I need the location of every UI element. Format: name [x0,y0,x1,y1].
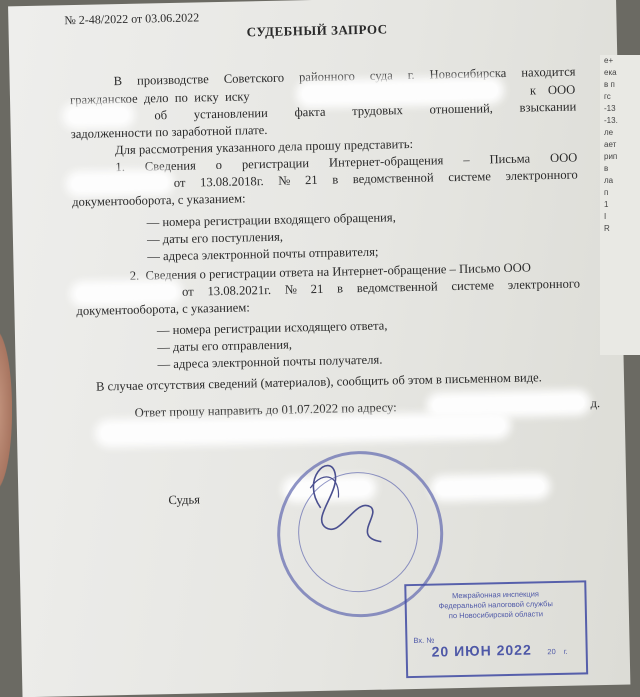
redaction [68,108,128,123]
reply-request: Ответ прошу направить до 01.07.2022 по адресу: [134,400,397,420]
document-page [8,0,630,697]
document-title: СУДЕБНЫЙ ЗАПРОС [246,21,388,40]
stamp-line: Федеральной налоговой службы [438,599,553,611]
item2-line1: 2. Сведения о регистрации ответа на Интернет-обращение – Письмо ООО [129,260,532,283]
stamp-prefix: Вх. № [413,635,435,646]
para1-line2: гражданское дело по иску иску к ООО [69,82,576,108]
stamp-line: Межрайонная инспекция [451,589,540,601]
background-sheet: е+ ека в п гс -13 -13. ле ает рип в ла п 1 I R [600,55,640,355]
finger [0,330,12,490]
absence-note: В случае отсутствия сведений (материалов), сообщить об этом в письменном виде. [95,370,542,394]
stamp-date: 20 ИЮН 2022 [431,641,532,660]
item1-line1: 1. Сведения о регистрации Интернет-обращения – Письма ООО [115,150,578,175]
item1-line3: документооборота, с указанием: [72,191,246,210]
para1-line4: задолженности по заработной плате. [70,122,268,142]
para1-line1: В производстве Советского районного суда г. Новосибирска находится [113,64,576,89]
item1-line2: от 13.08.2018г. № 21 в ведомственной системе электронного [173,167,578,190]
stamp-year-prefix: 20 [547,647,556,657]
redaction [436,479,544,495]
redaction [76,285,176,301]
reference-number: № 2-48/2022 от 03.06.2022 [64,10,200,28]
registration-stamp [404,580,588,678]
item2-bullet: — даты его отправления, [157,337,293,355]
item2-bullet: — адреса электронной почты получателя. [157,352,383,372]
stamp-year-suffix: г. [563,646,568,656]
para2: Для рассмотрения указанного дела прошу представить: [114,136,414,158]
item1-bullet: — адреса электронной почты отправителя; [147,244,379,264]
item2-bullet: — номера регистрации исходящего ответа, [156,318,388,338]
redaction [432,395,584,412]
redaction [72,175,168,191]
judge-label: Судья [168,492,201,508]
stamp-line: по Новосибирской области [448,609,544,621]
reply-end: д. [590,396,601,411]
redaction [101,417,505,441]
item1-bullet: — номера регистрации входящего обращения, [146,210,396,230]
signature [279,446,401,558]
item2-line3: документооборота, с указанием: [76,300,250,318]
para1-line3: об установлении факта трудовых отношений, взыскании [154,99,577,123]
item2-line2: от 13.08.2021г. № 21 в ведомственной системе электронного [181,276,581,299]
item1-bullet: — даты его поступления, [146,229,284,247]
